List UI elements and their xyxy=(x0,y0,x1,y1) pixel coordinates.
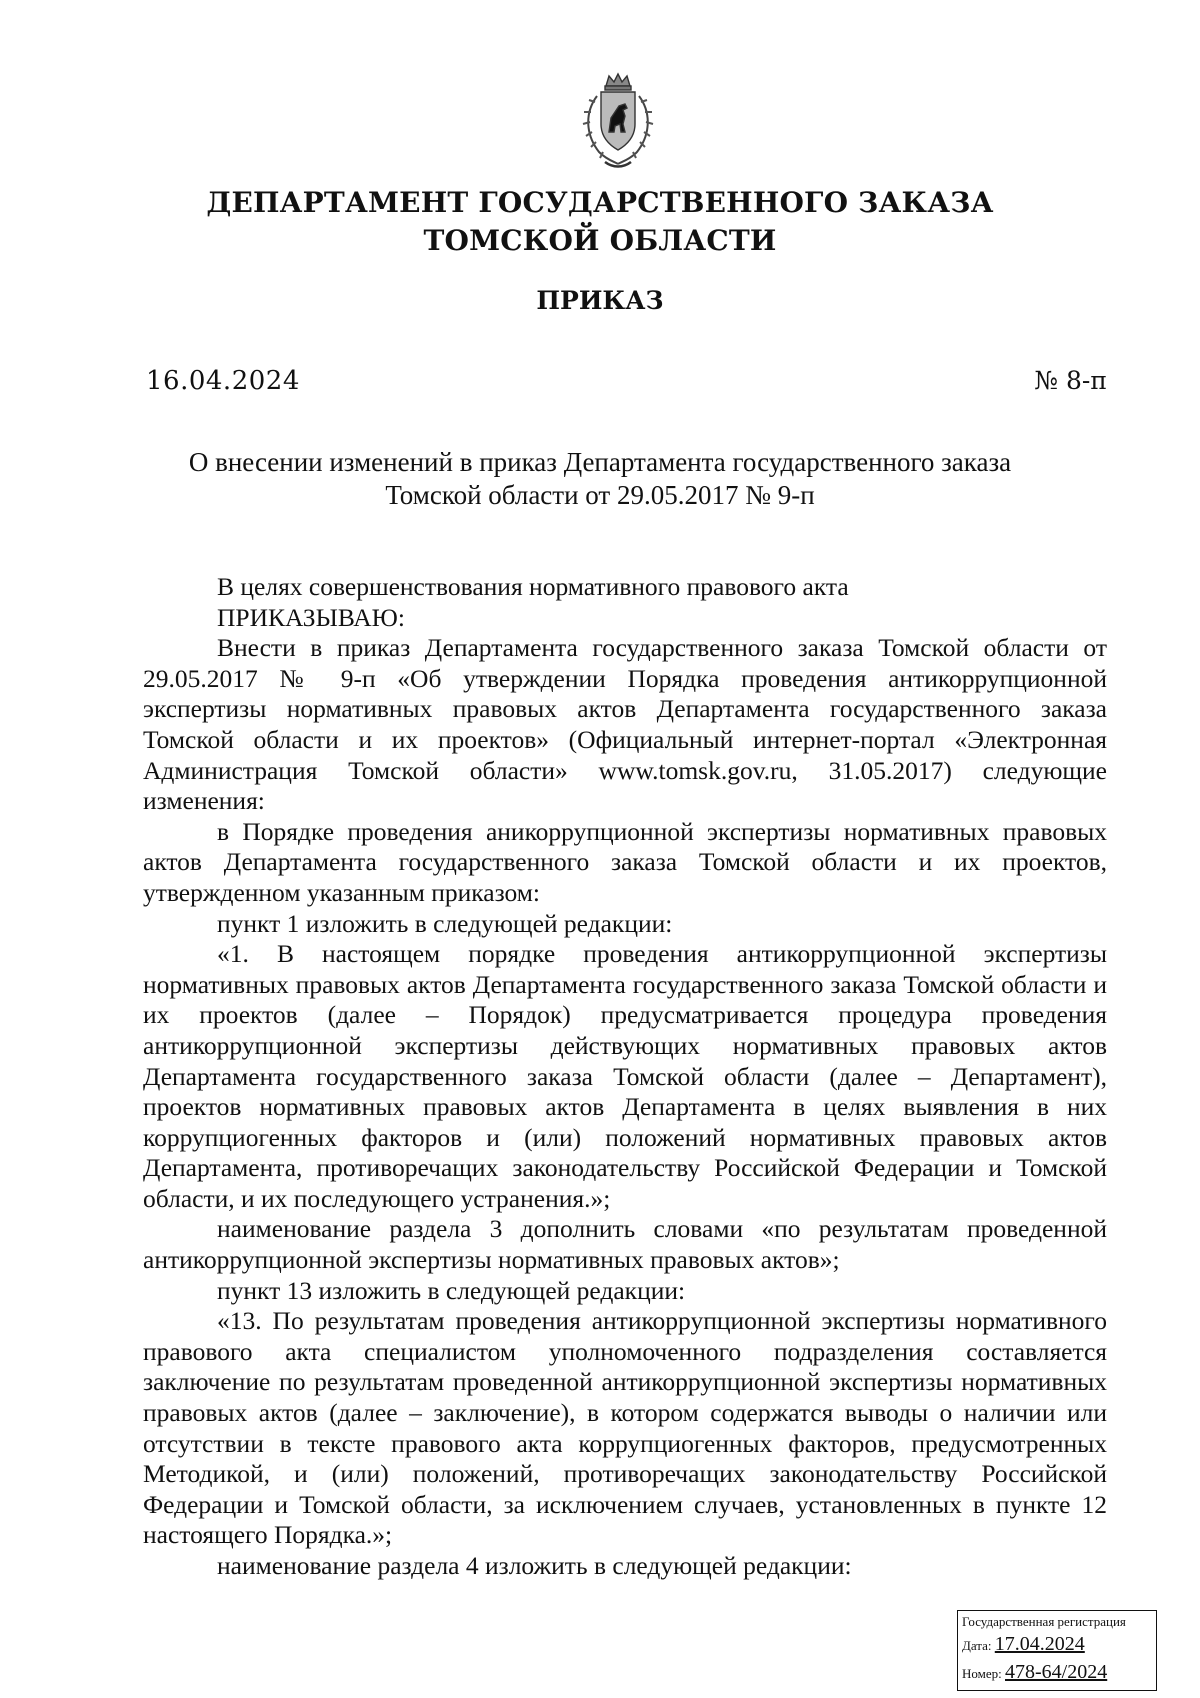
stamp-number-label: Номер: xyxy=(962,1666,1002,1681)
paragraph: Внести в приказ Департамента государственного заказа Томской области от 29.05.2017 № 9-п «Об утверждении Порядка проведения антикоррупционной экспертизы нормативных правовых актов Департамента государственного заказа Томской области и их проектов» (Официальный интернет-портал «Электронная Администрация Томской области» www.tomsk.gov.ru, 31.05.2017) следующие изменения: xyxy=(143,633,1107,816)
paragraph: В целях совершенствования нормативного правового акта xyxy=(217,572,849,601)
paragraph: «1. В настоящем порядке проведения антикоррупционной экспертизы нормативных правовых актов Департамента государственного заказа Томской области и их проектов (далее – Порядок) предусматривается процедура проведения антикоррупционной экспертизы действующих нормативных правовых актов Департамента государственного заказа Томской области (далее – Департамент), проектов нормативных правовых актов Департамента в целях выявления в них коррупциогенных факторов и (или) положений нормативных правовых актов Департамента, противоречащих законодательству Российской Федерации и Томской области, и их последующего устранения.»; xyxy=(143,939,1107,1213)
paragraph: «13. По результатам проведения антикоррупционной экспертизы нормативного правового акта специалистом уполномоченного подразделения составляется заключение по результатам проведенной антикоррупционной экспертизы нормативных правовых актов (далее – заключение), в котором содержатся выводы о наличии или отсутствии в тексте правового акта коррупциогенных факторов, предусмотренных Методикой, и (или) положений, противоречащих законодательству Российской Федерации и Томской области, за исключением случаев, установленных в пункте 12 настоящего Порядка.»; xyxy=(143,1306,1107,1550)
subject-line-1: О внесении изменений в приказ Департамента государственного заказа xyxy=(188,447,1012,477)
registration-stamp xyxy=(957,1610,1157,1691)
document-type: ПРИКАЗ xyxy=(536,286,664,315)
paragraph: в Порядке проведения аникоррупционной экспертизы нормативных правовых актов Департамента государственного заказа Томской области и их проектов, утвержденном указанным приказом: xyxy=(143,816,1107,907)
document-number: № 8-п xyxy=(1034,366,1107,395)
paragraph: наименование раздела 4 изложить в следующей редакции: xyxy=(217,1551,852,1580)
subject-line-2: Томской области от 29.05.2017 № 9-п xyxy=(385,480,815,510)
organization-name-line-2: ТОМСКОЙ ОБЛАСТИ xyxy=(423,224,777,257)
stamp-number-value: 478-64/2024 xyxy=(1005,1661,1108,1683)
stamp-date-label: Дата: xyxy=(962,1638,992,1653)
paragraph: наименование раздела 3 дополнить словами «по результатам проведенной антикоррупционной экспертизы нормативных правовых актов»; xyxy=(143,1214,1107,1275)
stamp-date-value: 17.04.2024 xyxy=(994,1633,1085,1655)
document-subject xyxy=(100,446,1100,512)
document-date: 16.04.2024 xyxy=(146,366,300,396)
coat-of-arms-icon xyxy=(573,72,663,172)
stamp-title: Государственная регистрация xyxy=(962,1614,1126,1629)
paragraph: ПРИКАЗЫВАЮ: xyxy=(217,602,405,632)
stamp-number-row xyxy=(962,1659,1152,1687)
stamp-date-row xyxy=(962,1631,1152,1659)
organization-name-line-1: ДЕПАРТАМЕНТ ГОСУДАРСТВЕННОГО ЗАКАЗА xyxy=(206,186,994,219)
paragraph: пункт 1 изложить в следующей редакции: xyxy=(217,908,673,938)
paragraph: пункт 13 изложить в следующей редакции: xyxy=(217,1275,686,1305)
document-body xyxy=(143,572,1107,1582)
